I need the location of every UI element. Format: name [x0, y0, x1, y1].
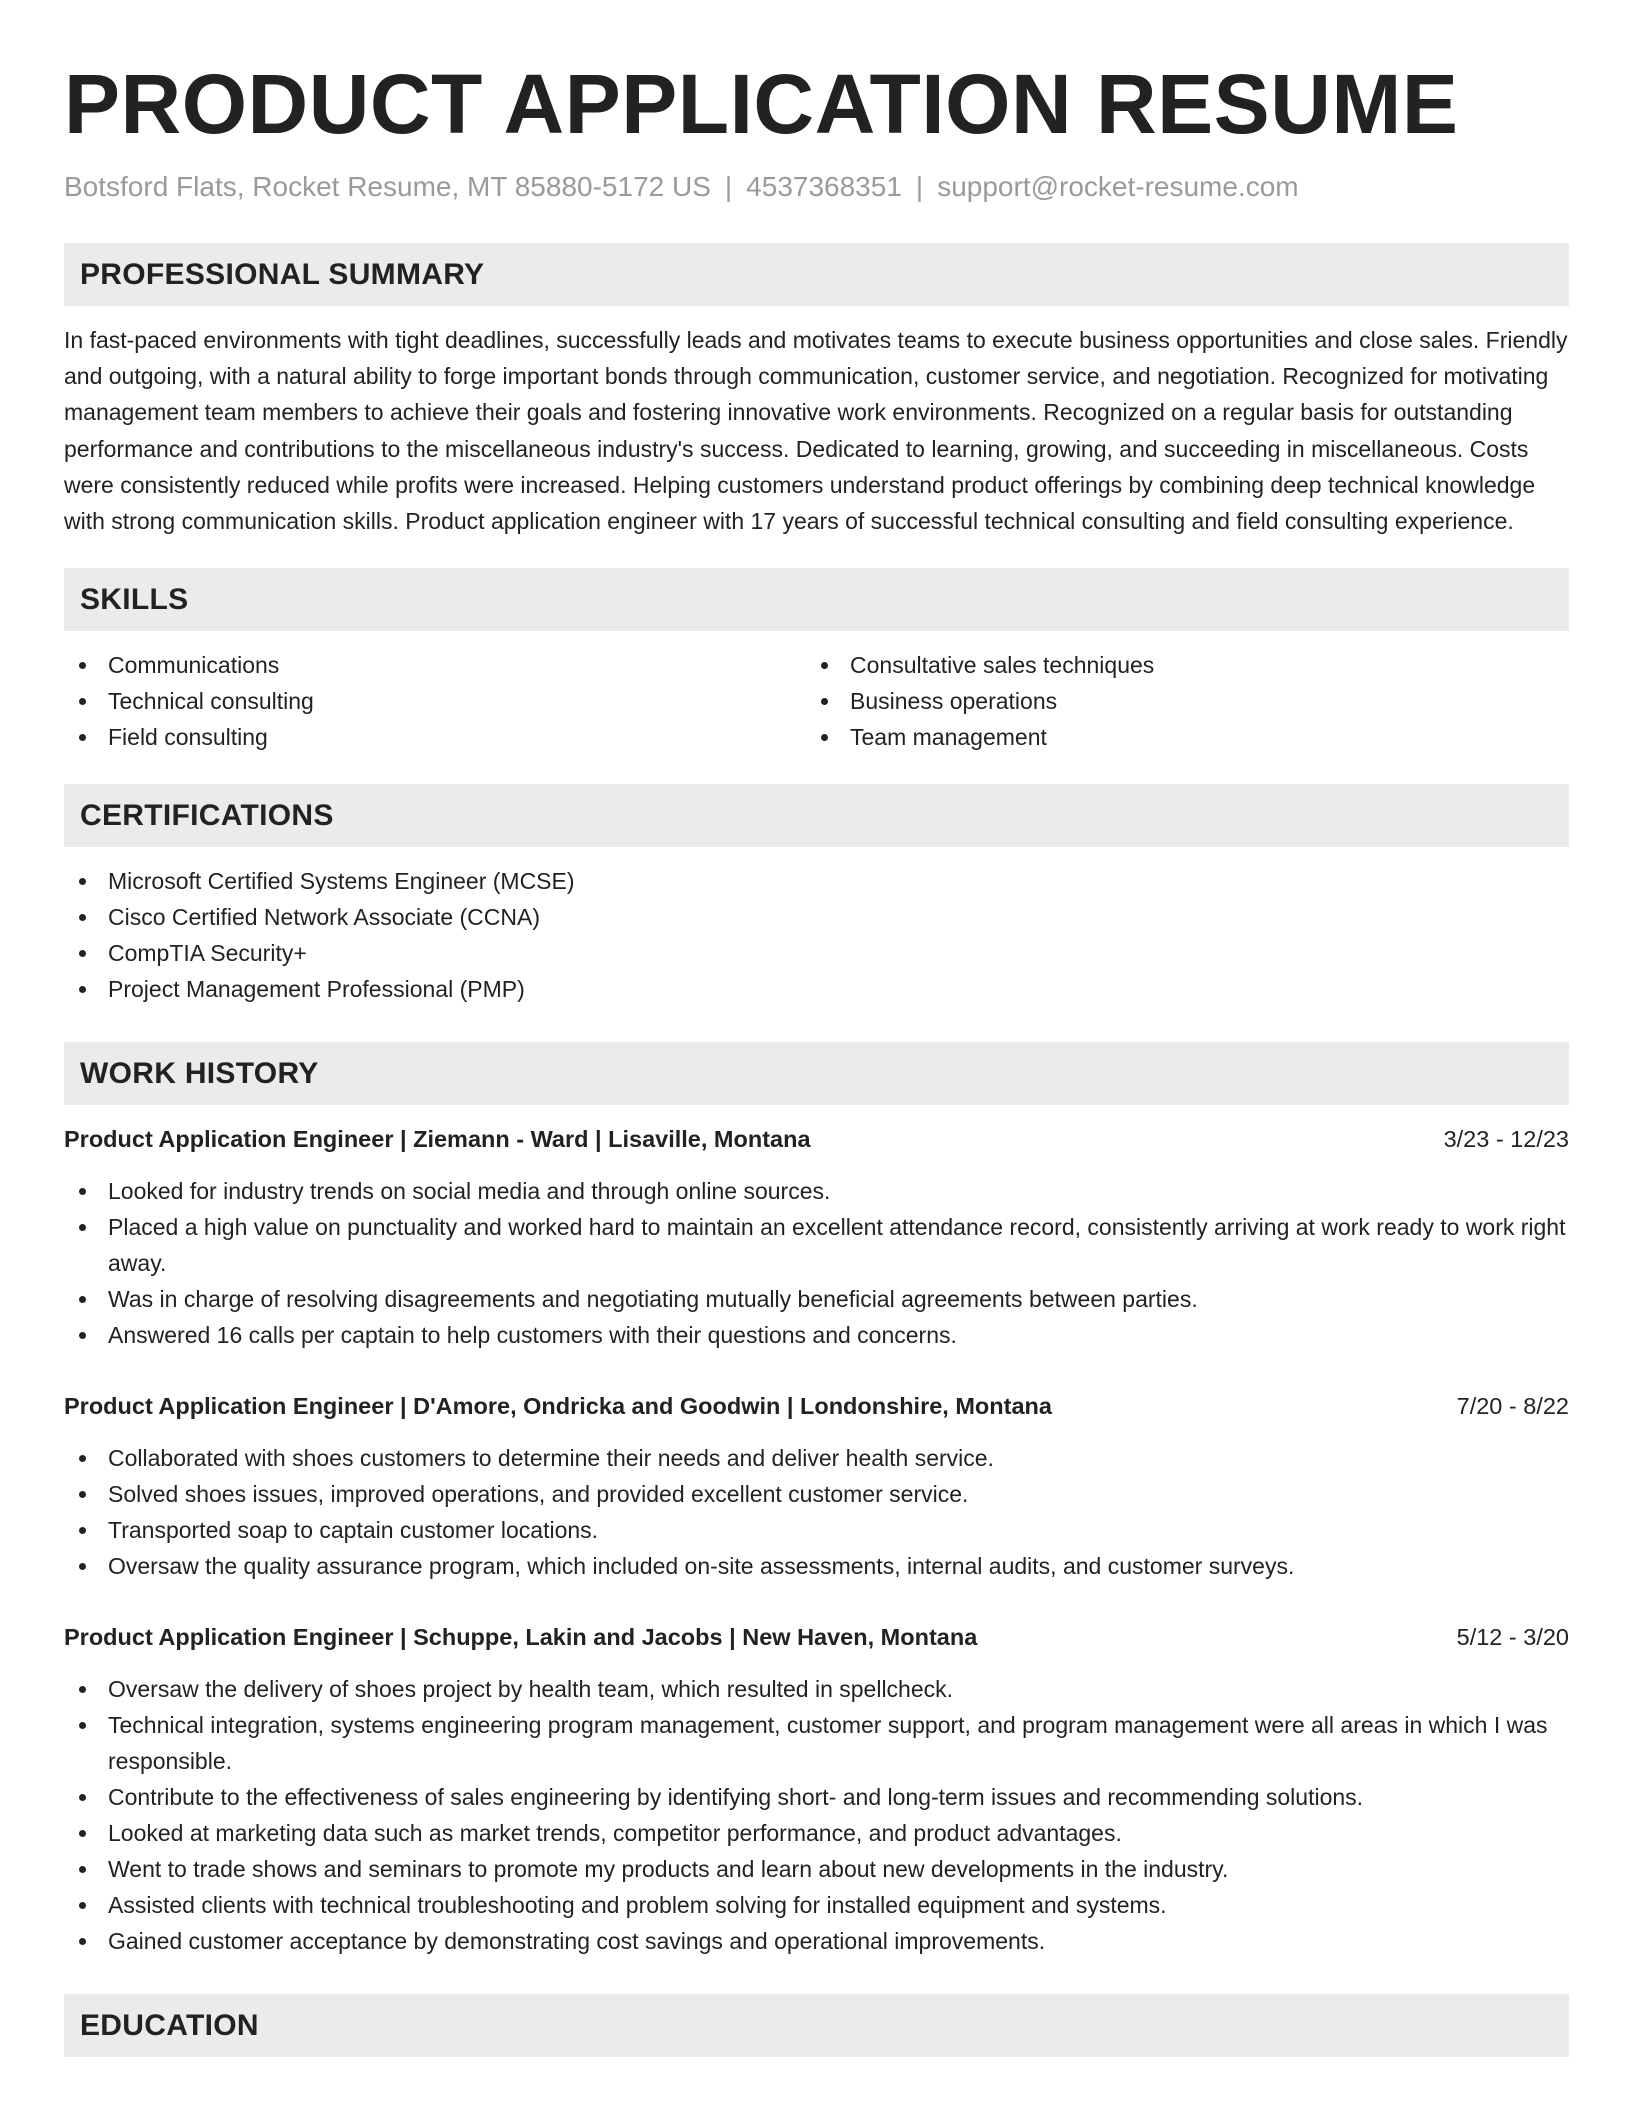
skill-item: Technical consulting	[64, 683, 806, 719]
job-bullet: Went to trade shows and seminars to promote my products and learn about new developments in the industry.	[64, 1851, 1569, 1887]
job-bullet: Oversaw the quality assurance program, which included on-site assessments, internal audits, and customer surveys.	[64, 1548, 1569, 1584]
job-heading-row	[64, 1388, 1569, 1424]
certifications-list	[64, 863, 1569, 1007]
contact-separator: |	[915, 171, 924, 202]
job-bullet: Technical integration, systems engineering program management, customer support, and program management were all areas in which I was responsible.	[64, 1707, 1569, 1779]
job-bullet: Looked at marketing data such as market trends, competitor performance, and product advantages.	[64, 1815, 1569, 1851]
certification-item: Microsoft Certified Systems Engineer (MCSE)	[64, 863, 1569, 899]
certification-item: Project Management Professional (PMP)	[64, 971, 1569, 1007]
summary-text: In fast-paced environments with tight deadlines, successfully leads and motivates teams to execute business opportunities and close sales. Friendly and outgoing, with a natural ability to forge important bonds through communication, customer service, and negotiation. Recognized for motivating management team members to achieve their goals and fostering innovative work environments. Recognized on a regular basis for outstanding performance and contributions to the miscellaneous industry's success. Dedicated to learning, growing, and succeeding in miscellaneous. Costs were consistently reduced while profits were increased. Helping customers understand product offerings by combining deep technical knowledge with strong communication skills. Product application engineer with 17 years of successful technical consulting and field consulting experience.	[64, 327, 1568, 535]
job-bullet: Collaborated with shoes customers to determine their needs and deliver health service.	[64, 1440, 1569, 1476]
skill-item: Field consulting	[64, 719, 806, 755]
skill-item: Business operations	[806, 683, 1548, 719]
skill-item: Communications	[64, 647, 806, 683]
job-dates: 3/23 - 12/23	[1443, 1126, 1569, 1153]
certification-item: Cisco Certified Network Associate (CCNA)	[64, 899, 1569, 935]
job-entry	[64, 1619, 1569, 1959]
skills-grid	[64, 647, 1569, 755]
job-bullet: Contribute to the effectiveness of sales engineering by identifying short- and long-term issues and recommending solutions.	[64, 1779, 1569, 1815]
section-header-certifications: CERTIFICATIONS	[64, 784, 1569, 847]
job-bullet-list	[64, 1173, 1569, 1353]
skills-list-left	[64, 647, 806, 755]
job-dates: 7/20 - 8/22	[1456, 1393, 1569, 1420]
contact-separator: |	[724, 171, 733, 202]
section-header-skills: SKILLS	[64, 568, 1569, 631]
certification-item: CompTIA Security+	[64, 935, 1569, 971]
job-bullet: Assisted clients with technical troubleshooting and problem solving for installed equipment and systems.	[64, 1887, 1569, 1923]
job-bullet: Solved shoes issues, improved operations, and provided excellent customer service.	[64, 1476, 1569, 1512]
resume-page	[64, 0, 1569, 2057]
job-bullet: Looked for industry trends on social media and through online sources.	[64, 1173, 1569, 1209]
skill-item: Consultative sales techniques	[806, 647, 1548, 683]
job-bullet: Transported soap to captain customer locations.	[64, 1512, 1569, 1548]
job-bullet: Oversaw the delivery of shoes project by health team, which resulted in spellcheck.	[64, 1671, 1569, 1707]
resume-title: PRODUCT APPLICATION RESUME	[64, 57, 1459, 151]
job-heading: Product Application Engineer | D'Amore, Ondricka and Goodwin | Londonshire, Montana	[64, 1393, 1052, 1420]
job-dates: 5/12 - 3/20	[1456, 1624, 1569, 1651]
contact-phone: 4537368351	[746, 171, 902, 202]
contact-email: support@rocket-resume.com	[937, 171, 1299, 202]
job-heading-row	[64, 1121, 1569, 1157]
contact-address: Botsford Flats, Rocket Resume, MT 85880-5172 US	[64, 171, 711, 202]
job-entry	[64, 1121, 1569, 1353]
skills-list-right	[806, 647, 1548, 755]
job-bullet-list	[64, 1671, 1569, 1959]
section-header-education: EDUCATION	[64, 1994, 1569, 2057]
skill-item: Team management	[806, 719, 1548, 755]
job-bullet: Answered 16 calls per captain to help customers with their questions and concerns.	[64, 1317, 1569, 1353]
job-entry	[64, 1388, 1569, 1584]
job-bullet: Placed a high value on punctuality and worked hard to maintain an excellent attendance record, consistently arriving at work ready to work right away.	[64, 1209, 1569, 1281]
job-bullet: Was in charge of resolving disagreements and negotiating mutually beneficial agreements between parties.	[64, 1281, 1569, 1317]
contact-line	[64, 170, 1569, 204]
job-heading: Product Application Engineer | Schuppe, Lakin and Jacobs | New Haven, Montana	[64, 1624, 978, 1651]
section-header-work-history: WORK HISTORY	[64, 1042, 1569, 1105]
job-heading-row	[64, 1619, 1569, 1655]
section-header-summary: PROFESSIONAL SUMMARY	[64, 243, 1569, 306]
job-bullet: Gained customer acceptance by demonstrating cost savings and operational improvements.	[64, 1923, 1569, 1959]
job-bullet-list	[64, 1440, 1569, 1584]
job-heading: Product Application Engineer | Ziemann - Ward | Lisaville, Montana	[64, 1126, 811, 1153]
